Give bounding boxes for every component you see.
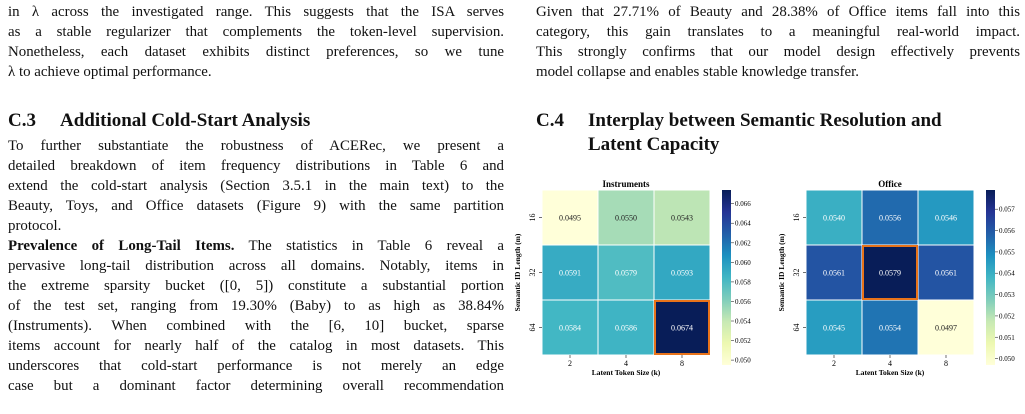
heatmap-office bbox=[766, 178, 1024, 414]
colorbar-tick-label: 0.054 bbox=[735, 317, 751, 326]
cell-value-label: 0.0497 bbox=[935, 323, 957, 333]
text-line: in λ across the investigated range. This suggests that the ISA serves bbox=[8, 4, 504, 20]
text-line: category, this gain translates to a meaningful real-world impact. bbox=[536, 24, 1020, 40]
colorbar-tick-label: 0.057 bbox=[999, 205, 1015, 214]
cell-value-label: 0.0561 bbox=[935, 268, 957, 278]
text-line: Beauty, Toys, and Office datasets (Figure 9) with the same partition bbox=[8, 198, 504, 214]
colorbar-tick-label: 0.060 bbox=[735, 258, 751, 267]
chart-title: Instruments bbox=[602, 179, 650, 189]
colorbar-tick-label: 0.050 bbox=[999, 355, 1015, 364]
cell-value-label: 0.0556 bbox=[879, 213, 901, 223]
section-title: Additional Cold-Start Analysis bbox=[60, 110, 311, 131]
cell-value-label: 0.0540 bbox=[823, 213, 845, 223]
y-axis-label: Semantic ID Length (m) bbox=[513, 233, 522, 312]
y-tick-label: 64 bbox=[528, 323, 537, 332]
text-line: of the test set, ranging from 19.30% (Baby) to as high as 38.84% bbox=[8, 298, 504, 314]
chart-title: Office bbox=[878, 179, 902, 189]
cell-value-label: 0.0584 bbox=[559, 323, 581, 333]
text-line: λ to achieve optimal performance. bbox=[8, 64, 212, 80]
colorbar-tick-label: 0.056 bbox=[999, 227, 1015, 236]
heatmap-instruments bbox=[502, 178, 760, 414]
section-title-continued: Latent Capacity bbox=[588, 134, 720, 155]
section-title: Interplay between Semantic Resolution and bbox=[588, 110, 942, 131]
text-line bbox=[8, 236, 504, 256]
y-tick-label: 16 bbox=[792, 213, 801, 222]
colorbar-tick-label: 0.062 bbox=[735, 239, 751, 248]
cell-value-label: 0.0561 bbox=[823, 268, 845, 278]
paragraph-long-tail bbox=[8, 236, 504, 396]
cell-value-label: 0.0591 bbox=[559, 268, 581, 278]
colorbar-tick-label: 0.052 bbox=[999, 312, 1015, 321]
colorbar-tick-label: 0.052 bbox=[735, 337, 751, 346]
y-tick-label: 32 bbox=[528, 268, 537, 277]
x-axis-label: Latent Token Size (k) bbox=[591, 368, 661, 377]
text-span: The statistics in Table 6 reveal a bbox=[234, 238, 504, 254]
text-line: (Instruments). When combined with the [6, 10] bucket, sparse bbox=[8, 318, 504, 334]
intro-paragraph-right bbox=[536, 2, 1020, 82]
cell-value-label: 0.0579 bbox=[879, 268, 901, 278]
cell-value-label: 0.0674 bbox=[671, 323, 693, 333]
colorbar-tick-label: 0.051 bbox=[999, 333, 1015, 342]
text-line: detailed breakdown of item frequency distributions in Table 6 and bbox=[8, 158, 504, 174]
colorbar-tick-label: 0.053 bbox=[999, 291, 1015, 300]
text-line: case but a dominant factor determining overall recommendation bbox=[8, 378, 504, 394]
text-line: This strongly confirms that our model design effectively prevents bbox=[536, 44, 1020, 60]
text-line: protocol. bbox=[8, 218, 62, 234]
text-line: Given that 27.71% of Beauty and 28.38% of Office items fall into this bbox=[536, 4, 1020, 20]
colorbar-tick-label: 0.055 bbox=[999, 248, 1015, 257]
text-line: Nonetheless, each dataset exhibits distinct preferences, so we tune bbox=[8, 44, 504, 60]
x-tick-label: 2 bbox=[568, 359, 572, 368]
cell-value-label: 0.0586 bbox=[615, 323, 637, 333]
x-tick-label: 8 bbox=[944, 359, 948, 368]
section-number: C.4 bbox=[536, 110, 564, 131]
intro-paragraph-left bbox=[8, 2, 504, 82]
paragraph-heading: Prevalence of Long-Tail Items. bbox=[8, 238, 235, 254]
colorbar-tick-label: 0.058 bbox=[735, 278, 751, 287]
y-axis-label: Semantic ID Length (m) bbox=[777, 233, 786, 312]
colorbar-tick-label: 0.050 bbox=[735, 356, 751, 365]
text-line: items account for nearly half of the catalog in most datasets. This bbox=[8, 338, 504, 354]
cell-value-label: 0.0579 bbox=[615, 268, 637, 278]
x-tick-label: 4 bbox=[624, 359, 628, 368]
text-line: as a stable regularizer that complements the token-level supervision. bbox=[8, 24, 504, 40]
section-heading-c4 bbox=[536, 109, 1020, 157]
colorbar-tick-label: 0.056 bbox=[735, 297, 751, 306]
x-axis-label: Latent Token Size (k) bbox=[855, 368, 925, 377]
cell-value-label: 0.0593 bbox=[671, 268, 693, 278]
x-tick-label: 2 bbox=[832, 359, 836, 368]
text-line: To further substantiate the robustness of ACERec, we present a bbox=[8, 138, 504, 154]
cell-value-label: 0.0546 bbox=[935, 213, 957, 223]
y-tick-label: 16 bbox=[528, 213, 537, 222]
colorbar bbox=[986, 190, 995, 365]
cell-value-label: 0.0545 bbox=[823, 323, 845, 333]
text-line: model collapse and enables stable knowledge transfer. bbox=[536, 64, 859, 80]
text-line: underscores that cold-start performance is not merely an edge bbox=[8, 358, 504, 374]
y-tick-label: 64 bbox=[792, 323, 801, 332]
colorbar-tick-label: 0.066 bbox=[735, 200, 751, 209]
section-heading-c3 bbox=[8, 109, 310, 133]
text-line: the extreme sparsity bucket ([0, 5]) constitute a substantial portion bbox=[8, 278, 504, 294]
x-tick-label: 4 bbox=[888, 359, 892, 368]
text-line: pervasive long-tail distribution across all domains. Notably, items in bbox=[8, 258, 504, 274]
cell-value-label: 0.0554 bbox=[879, 323, 901, 333]
section-number: C.3 bbox=[8, 110, 36, 131]
colorbar-tick-label: 0.054 bbox=[999, 269, 1015, 278]
cell-value-label: 0.0495 bbox=[559, 213, 581, 223]
paragraph-cold-start bbox=[8, 136, 504, 236]
cell-value-label: 0.0550 bbox=[615, 213, 637, 223]
x-tick-label: 8 bbox=[680, 359, 684, 368]
y-tick-label: 32 bbox=[792, 268, 801, 277]
colorbar-tick-label: 0.064 bbox=[735, 219, 751, 228]
colorbar bbox=[722, 190, 731, 365]
text-line: extend the cold-start analysis (Section 3.5.1 in the main text) to the bbox=[8, 178, 504, 194]
cell-value-label: 0.0543 bbox=[671, 213, 693, 223]
